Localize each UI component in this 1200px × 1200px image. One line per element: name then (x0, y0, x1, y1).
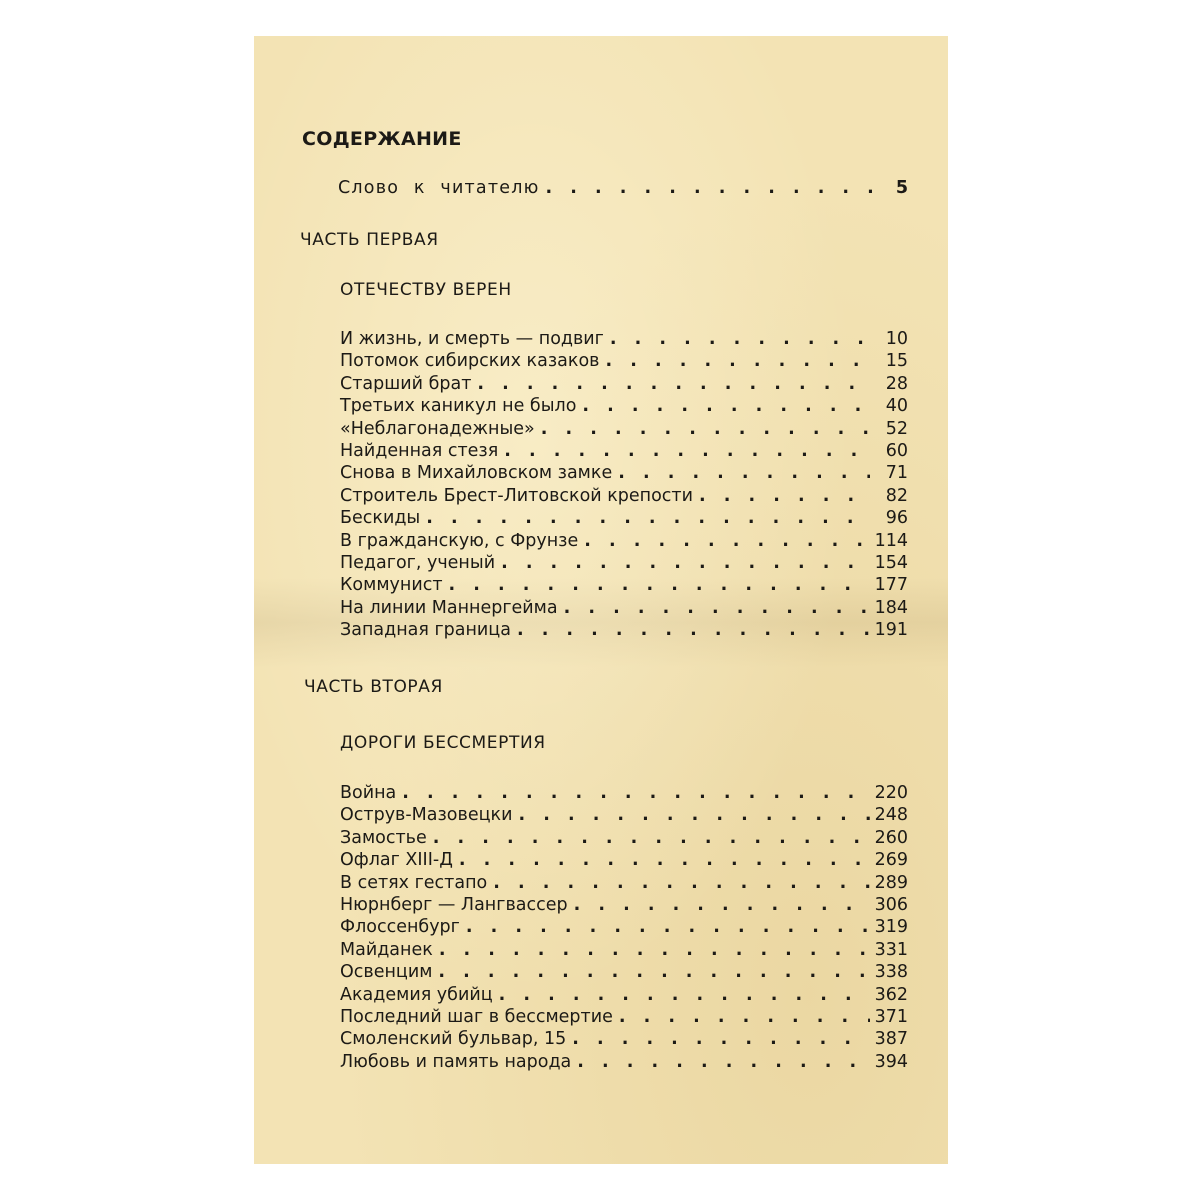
toc-entry (340, 373, 908, 395)
dot-leader (572, 1028, 870, 1050)
toc-entry-page: 331 (874, 939, 908, 960)
toc-entry-title: Академия убийц (340, 984, 493, 1005)
toc-entry-page: 289 (874, 872, 908, 893)
toc-list-part-one (340, 328, 908, 641)
toc-entry (340, 485, 908, 507)
dot-leader (426, 507, 870, 529)
toc-entry-page: 306 (874, 894, 908, 915)
toc-entry-page: 154 (874, 552, 908, 573)
dot-leader (541, 418, 870, 440)
toc-entry-page: 362 (874, 984, 908, 1005)
toc-entry-page: 338 (874, 962, 908, 983)
dot-leader (493, 872, 870, 894)
toc-entry-page: 114 (874, 530, 908, 551)
dot-leader (574, 894, 870, 916)
toc-entry (340, 1028, 908, 1050)
dot-leader (459, 849, 870, 871)
dot-leader (618, 462, 870, 484)
part-two-section-title: ДОРОГИ БЕССМЕРТИЯ (340, 733, 546, 753)
toc-entry-title: Коммунист (340, 575, 443, 596)
toc-entry-title: Западная граница (340, 620, 511, 641)
toc-entry-title: Освенцим (340, 962, 433, 983)
toc-entry-title: Любовь и память народа (340, 1051, 572, 1072)
toc-entry-title: Потомок сибирских казаков (340, 351, 600, 372)
part-one-section-title: ОТЕЧЕСТВУ ВЕРЕН (340, 280, 512, 300)
toc-entry (340, 619, 908, 641)
toc-entry-page: 260 (874, 827, 908, 848)
dot-leader (546, 176, 892, 200)
dot-leader (466, 916, 870, 938)
toc-entry-page: 191 (874, 620, 908, 641)
toc-entry (340, 597, 908, 619)
dot-leader (449, 574, 870, 596)
toc-entry-title: Снова в Михайловском замке (340, 463, 613, 484)
toc-entry-title: Бескиды (340, 508, 421, 529)
dot-leader (499, 984, 870, 1006)
dot-leader (584, 530, 870, 552)
toc-entry (340, 328, 908, 350)
toc-entry (340, 849, 908, 871)
dot-leader (610, 328, 870, 350)
toc-entry-title: Найденная стезя (340, 440, 499, 461)
toc-entry-page: 15 (885, 351, 908, 372)
dot-leader (517, 619, 870, 641)
toc-entry-title: Старший брат (340, 373, 472, 394)
dot-leader (433, 827, 870, 849)
toc-entry-title: Острув-Мазовецки (340, 805, 513, 826)
dot-leader (582, 395, 870, 417)
toc-entry-page: 5 (895, 178, 908, 198)
toc-entry-page: 319 (874, 917, 908, 938)
toc-entry-title: Война (340, 783, 397, 803)
toc-entry (340, 440, 908, 462)
toc-entry (340, 916, 908, 938)
dot-leader (501, 552, 870, 574)
part-two-label: ЧАСТЬ ВТОРАЯ (304, 677, 443, 697)
toc-entry-intro (338, 176, 908, 200)
dot-leader (605, 350, 870, 372)
toc-entry (340, 827, 908, 849)
toc-entry-title: Офлаг XIII-Д (340, 850, 453, 871)
toc-entry (340, 984, 908, 1006)
toc-entry (340, 872, 908, 894)
toc-entry-title: Слово к читателю (338, 178, 540, 198)
toc-entry (340, 418, 908, 440)
toc-entry (340, 574, 908, 596)
toc-entry-title: Третьих каникул не было (340, 396, 577, 417)
dot-leader (619, 1006, 870, 1028)
toc-entry-page: 40 (885, 396, 908, 417)
toc-entry-page: 177 (874, 575, 908, 596)
toc-entry-page: 371 (874, 1006, 908, 1027)
toc-entry (340, 350, 908, 372)
toc-entry-page: 248 (874, 805, 908, 826)
toc-entry-page: 82 (885, 485, 908, 506)
toc-entry-page: 28 (885, 373, 908, 394)
dot-leader (477, 373, 870, 395)
toc-entry (340, 1006, 908, 1028)
toc-entry-page: 96 (885, 508, 908, 529)
toc-entry (340, 462, 908, 484)
toc-entry-title: Майданек (340, 939, 433, 960)
dot-leader (564, 597, 870, 619)
dot-leader (577, 1051, 870, 1073)
toc-entry (340, 530, 908, 552)
toc-entry-title: Педагог, ученый (340, 552, 496, 573)
toc-entry-title: Смоленский бульвар, 15 (340, 1029, 567, 1050)
toc-entry-title: В гражданскую, с Фрунзе (340, 530, 579, 551)
toc-entry-page: 60 (885, 440, 908, 461)
toc-entry-page: 184 (874, 597, 908, 618)
toc-entry-page: 220 (874, 783, 908, 803)
dot-leader (518, 804, 870, 826)
toc-list-part-two (340, 782, 908, 1073)
dot-leader (699, 485, 870, 507)
dot-leader (504, 440, 870, 462)
toc-entry-page: 269 (874, 850, 908, 871)
toc-entry (340, 552, 908, 574)
toc-entry-page: 10 (885, 329, 908, 349)
toc-entry-title: В сетях гестапо (340, 872, 488, 893)
toc-entry (340, 782, 908, 804)
dot-leader (438, 961, 870, 983)
toc-entry (340, 804, 908, 826)
toc-entry-title: Последний шаг в бессмертие (340, 1006, 613, 1027)
toc-entry (340, 395, 908, 417)
dot-leader (402, 782, 870, 804)
book-page (254, 36, 948, 1164)
toc-entry-title: «Неблагонадежные» (340, 418, 535, 439)
toc-entry (340, 507, 908, 529)
toc-entry-page: 387 (874, 1029, 908, 1050)
toc-entry (340, 894, 908, 916)
toc-entry-page: 52 (885, 418, 908, 439)
toc-entry-page: 71 (885, 463, 908, 484)
toc-entry-title: Замостье (340, 827, 427, 848)
toc-entry-title: И жизнь, и смерть — подвиг (340, 329, 604, 349)
contents-heading: СОДЕРЖАНИЕ (302, 128, 462, 150)
dot-leader (439, 939, 870, 961)
part-one-label: ЧАСТЬ ПЕРВАЯ (300, 230, 439, 250)
toc-entry (340, 1051, 908, 1073)
toc-entry (340, 961, 908, 983)
toc-entry-title: Нюрнберг — Лангвассер (340, 894, 568, 915)
toc-entry-title: Строитель Брест-Литовской крепости (340, 485, 693, 506)
toc-entry-page: 394 (874, 1051, 908, 1072)
toc-entry-title: На линии Маннергейма (340, 597, 558, 618)
toc-entry-title: Флоссенбург (340, 917, 460, 938)
toc-entry (340, 939, 908, 961)
